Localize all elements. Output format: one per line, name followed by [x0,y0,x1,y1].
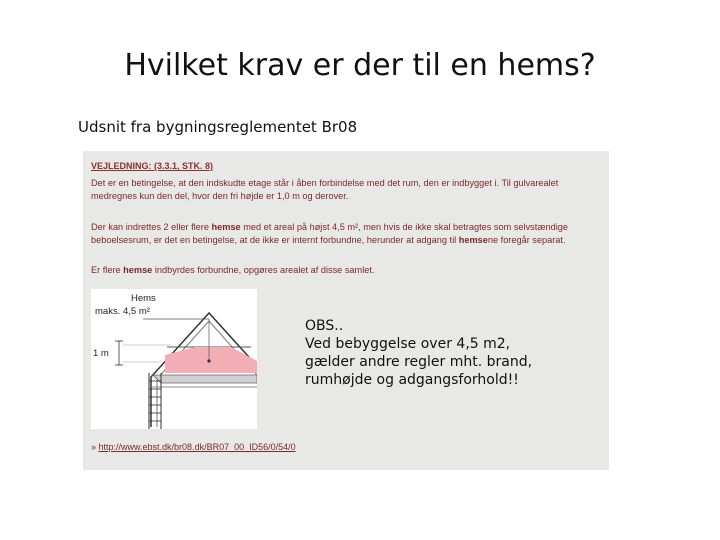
guide-paragraph-1: Det er en betingelse, at den indskudte etage står i åben forbindelse med det rum, den er indbygget i. Til gulvarealet medregnes kun den del, hvor den fri højde er 1,0 m og derover. [91,178,559,201]
obs-line-1: OBS.. [305,318,344,334]
guide-text: indbyrdes forbundne, opgøres arealet af disse samlet. [152,265,375,275]
obs-note [305,317,532,389]
slide-title: Hvilket krav er der til en hems? [124,48,596,83]
keyword-hemse: hemse [458,235,488,245]
roof-inner-outline [157,321,257,427]
source-link[interactable]: http://www.ebst.dk/br08.dk/BR07_00_ID56/0/54/0 [98,442,296,452]
obs-line-2: Ved bebyggelse over 4,5 m2, [305,336,511,352]
regulation-excerpt-panel [83,151,609,470]
obs-line-4: rumhøjde og adgangsforhold!! [305,372,519,388]
keyword-hemse: hemse [123,265,153,275]
guide-text: med et areal på højst 4,5 m², men hvis de ikke skal betragtes som selvstændige beboelsesrum, er det en betingelse, at de ikke er internt forbundne, herunder at adgang til [91,222,568,245]
guide-paragraph-2 [91,221,603,247]
label-hems: Hems [131,293,156,304]
obs-line-3: gælder andre regler mht. brand, [305,354,533,370]
guide-heading: VEJLEDNING: (3.3.1, STK. 8) [91,161,214,171]
label-height: 1 m [93,348,109,359]
guide-text: Der kan indrettes 2 eller flere [91,222,212,232]
hems-deck [153,375,257,383]
label-max-area: maks. 4,5 m² [95,306,150,317]
hems-label-dot [207,359,210,362]
link-arrow: » [91,442,99,452]
slide-subtitle: Udsnit fra bygningsreglementet Br08 [78,118,358,136]
hems-diagram [91,289,257,429]
guide-text: Er flere [91,265,124,275]
keyword-hemse: hemse [211,222,241,232]
hems-diagram-svg [91,289,257,429]
source-link-row [91,442,296,452]
guide-paragraph-3 [91,264,603,277]
guide-text: ne foregår separat. [487,235,566,245]
